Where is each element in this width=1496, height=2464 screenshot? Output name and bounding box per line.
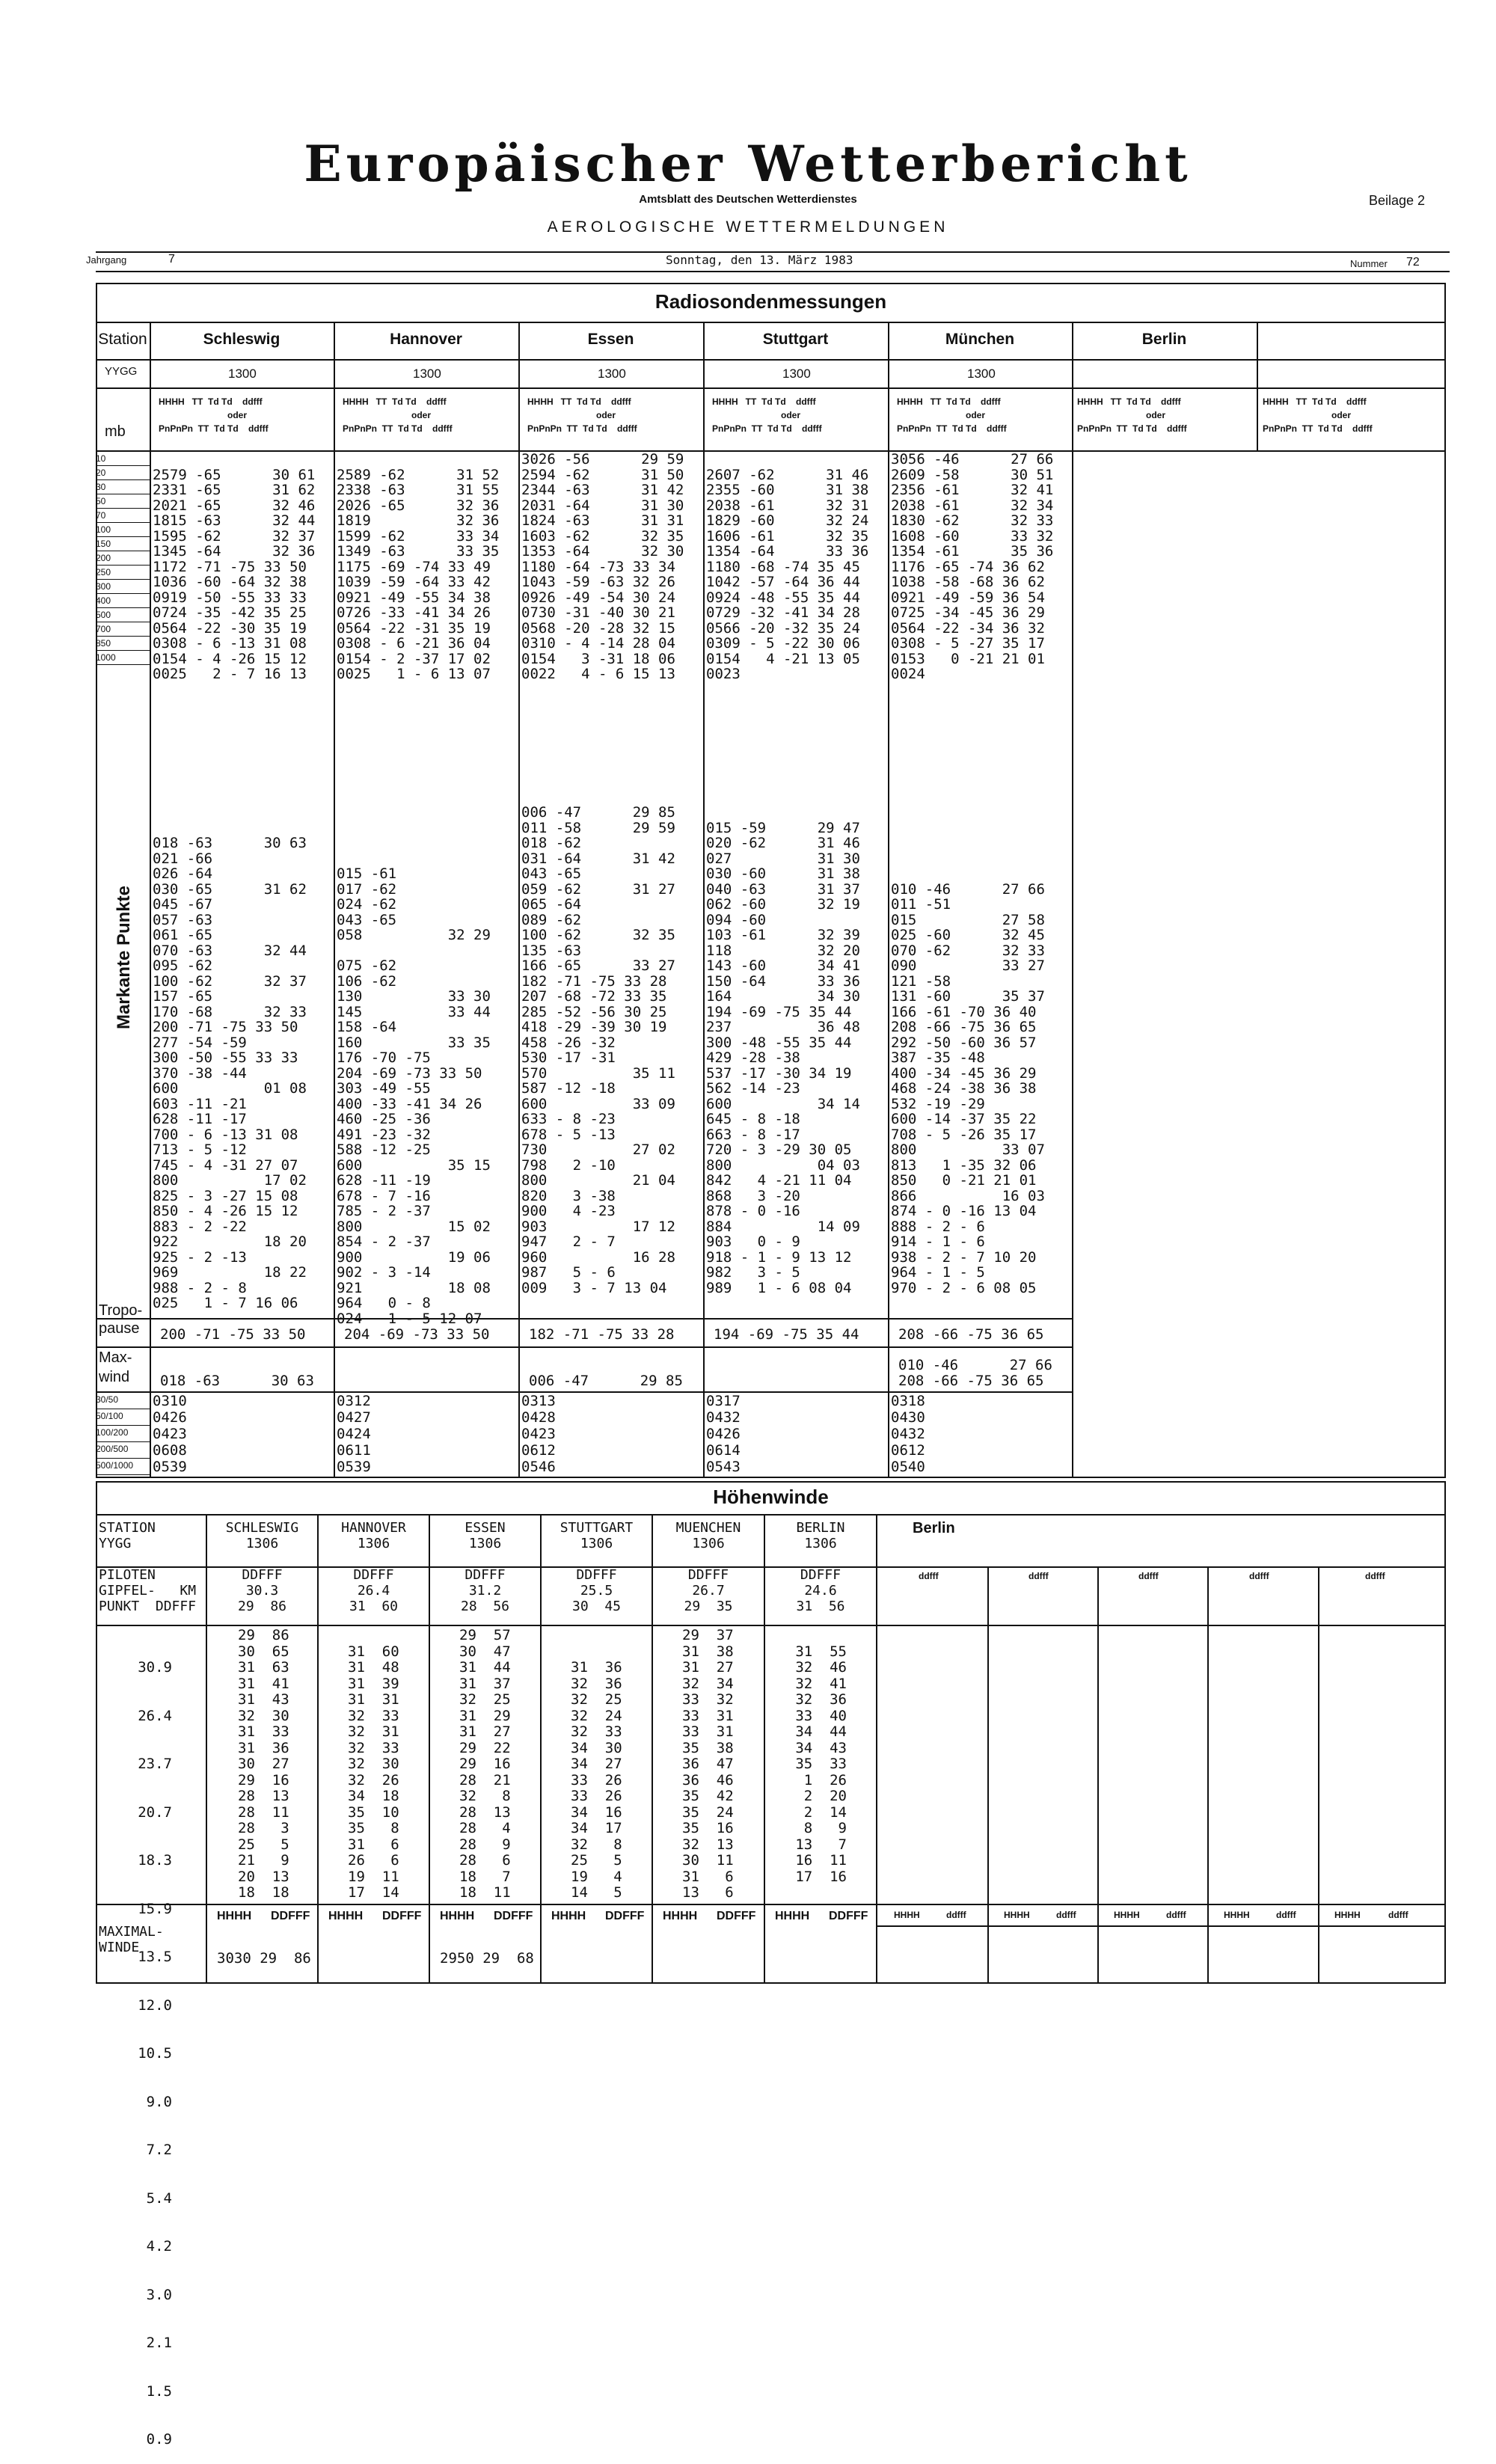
layer-labels xyxy=(96,1393,150,1475)
max-hhhh-head: HHHH xyxy=(217,1910,252,1922)
height-value: 5.4 xyxy=(146,2189,172,2207)
max-ddfff-head: ddfff xyxy=(1276,1910,1296,1920)
hw-ddfff-head: ddfff xyxy=(919,1571,939,1581)
maxwind-schleswig: 018 -63 30 63 xyxy=(160,1373,314,1389)
standard-muenchen: 3056 -46 27 66 2609 -58 30 51 2356 -61 32 41 2038 -61 32 34 1830 -62 32 33 1608 -60 33 32 1354 -61 35 36 1176 -65 -74 36 62 1038 -58 -68 36 62 0921 -49 -59 36 54 0725 -34 -45 36 29 0564 -22 -34 36 32 0308 - 5 -27 35 17 0153 0 -21 21 01 0024 xyxy=(891,451,1054,682)
height-value: 10.5 xyxy=(138,2045,172,2062)
hoehenwinde-left-labels: STATION YYGG PILOTEN GIPFEL- KM PUNKT DDFFF xyxy=(99,1520,197,1614)
station-berlin: Berlin xyxy=(1141,331,1187,348)
col-head-3: HHHH TT Td Td ddfff oder PnPnPn TT Td Td ddfff xyxy=(527,396,637,434)
layers-muenchen: 0318 0430 0432 0612 0540 xyxy=(891,1393,925,1475)
height-value: 13.5 xyxy=(138,1949,172,1965)
col-head-1: HHHH TT Td Td ddfff oder PnPnPn TT Td Td ddfff xyxy=(159,396,269,434)
max-hhhh-head: HHHH xyxy=(663,1910,698,1922)
max-hhhh-head: HHHH xyxy=(1004,1910,1030,1920)
page-title: Europäischer Wetterbericht xyxy=(304,135,1192,193)
height-value: 1.5 xyxy=(146,2382,172,2400)
max-hhhh-head: HHHH xyxy=(551,1910,586,1922)
level-label: 50 xyxy=(96,494,150,509)
hw-winds-essen: 29 57 30 47 31 44 31 37 32 25 31 29 31 27 29 22 29 16 28 21 32 8 28 13 28 4 28 9 28 6 18 7 18 11 xyxy=(459,1627,511,1901)
tropopause-label: Tropo- pause xyxy=(99,1302,143,1337)
hw-winds-schleswig: 29 86 30 65 31 63 31 41 31 43 32 30 31 33 31 36 30 27 29 16 28 13 28 11 28 3 25 5 21 9 20 13 18 18 xyxy=(238,1627,289,1901)
hw-ddfff-head: ddfff xyxy=(1249,1571,1269,1581)
jahrgang-value: 7 xyxy=(168,253,175,266)
max-hhhh-head: HHHH xyxy=(894,1910,920,1920)
max-ddfff-head: ddfff xyxy=(1056,1910,1076,1920)
layer-label: 100/200 xyxy=(96,1426,150,1442)
hw-head-essen: ESSEN 1306 DDFFF 31.2 28 56 xyxy=(460,1520,510,1614)
yygg-stuttgart: 1300 xyxy=(782,367,811,381)
mb-label: mb xyxy=(105,423,126,440)
hw-winds-stuttgart: 31 36 32 36 32 25 32 24 32 33 34 30 34 27 33 26 33 26 34 16 34 17 32 8 25 5 19 4 14 5 xyxy=(571,1659,622,1901)
standard-schleswig: 2579 -65 30 61 2331 -65 31 62 2021 -65 32 46 1815 -63 32 44 1595 -62 32 37 1345 -64 32 36 1172 -71 -75 33 50 1036 -60 -64 32 38 0919 -50 -55 33 33 0724 -35 -42 35 25 0564 -22 -30 35 19 0308 - 6 -13 31 08 0154 - 4 -26 15 12 0025 2 - 7 16 13 xyxy=(153,466,316,682)
station-hannover: Hannover xyxy=(390,331,462,348)
tropopause-essen: 182 -71 -75 33 28 xyxy=(529,1326,675,1343)
station-muenchen: München xyxy=(945,331,1015,348)
yygg-essen: 1300 xyxy=(598,367,626,381)
level-label: 100 xyxy=(96,523,150,537)
col-head-4: HHHH TT Td Td ddfff oder PnPnPn TT Td Td ddfff xyxy=(712,396,822,434)
hw-head-schleswig: SCHLESWIG 1306 DDFFF 30.3 29 86 xyxy=(225,1520,299,1614)
yygg-schleswig: 1300 xyxy=(228,367,257,381)
maxwind-muenchen: 010 -46 27 66 208 -66 -75 36 65 xyxy=(898,1357,1052,1389)
markante-schleswig: 018 -63 30 63 021 -66 026 -64 030 -65 31 62 045 -67 057 -63 061 -65 070 -63 32 44 095 -62 100 -62 32 37 157 -65 170 -68 32 33 200 -71 -75 33 50 277 -54 -59 300 -50 -55 33 33 370 -38 -44 600 01 08 603 -11 -21 628 -11 -17 700 - 6 -13 31 08 713 - 5 -12 745 - 4 -31 27 07 800 17 02 825 - 3 -27 15 08 850 - 4 -26 15 12 883 - 2 -22 922 18 20 925 - 2 -13 969 18 22 988 - 2 - 8 025 1 - 7 16 06 xyxy=(153,835,307,1311)
height-value: 4.2 xyxy=(146,2238,172,2255)
tropopause-stuttgart: 194 -69 -75 35 44 xyxy=(714,1326,859,1343)
max-ddfff-head: ddfff xyxy=(1388,1910,1408,1920)
level-label: 150 xyxy=(96,537,150,551)
height-value: 26.4 xyxy=(138,1707,172,1724)
standard-hannover: 2589 -62 31 52 2338 -63 31 55 2026 -65 32 36 1819 32 36 1599 -62 33 34 1349 -63 33 35 1175 -69 -74 33 49 1039 -59 -64 33 42 0921 -49 -55 34 38 0726 -33 -41 34 26 0564 -22 -31 35 19 0308 - 6 -21 36 04 0154 - 2 -37 17 02 0025 1 - 6 13 07 xyxy=(337,466,500,682)
station-stuttgart: Stuttgart xyxy=(762,331,829,348)
level-label: 20 xyxy=(96,466,150,480)
height-value: 3.0 xyxy=(146,2286,172,2303)
height-value: 15.9 xyxy=(138,1900,172,1917)
height-value: 30.9 xyxy=(138,1659,172,1676)
layers-schleswig: 0310 0426 0423 0608 0539 xyxy=(153,1393,187,1475)
hw-heights xyxy=(105,1628,172,2464)
height-value: 12.0 xyxy=(138,1996,172,2014)
height-value: 2.1 xyxy=(146,2335,172,2351)
level-label: 500 xyxy=(96,608,150,622)
tropopause-hannover: 204 -69 -73 33 50 xyxy=(344,1326,490,1343)
maxwind-label: Max- wind xyxy=(99,1349,132,1385)
hw-ddfff-head: ddfff xyxy=(1365,1571,1385,1581)
markante-essen: 006 -47 29 85 011 -58 29 59 018 -62 031 -64 31 42 043 -65 059 -62 31 27 065 -64 089 -62 100 -62 32 35 135 -63 166 -65 33 27 182 -71 -75 33 28 207 -68 -72 33 35 285 -52 -56 30 25 418 -29 -39 30 19 458 -26 -32 530 -17 -31 570 35 11 587 -12 -18 600 33 09 633 - 8 -23 678 - 5 -13 730 27 02 798 2 -10 800 21 04 820 3 -38 900 4 -23 903 17 12 947 2 - 7 960 16 28 987 5 - 6 009 3 - 7 13 04 xyxy=(521,804,675,1296)
level-label: 850 xyxy=(96,637,150,651)
hw-head-stuttgart: STUTTGART 1306 DDFFF 25.5 30 45 xyxy=(560,1520,634,1614)
layers-essen: 0313 0428 0423 0612 0546 xyxy=(521,1393,556,1475)
level-label: 200 xyxy=(96,551,150,566)
yygg-muenchen: 1300 xyxy=(967,367,996,381)
hw-berlin-label: Berlin xyxy=(913,1520,955,1536)
max-hhhh-head: HHHH xyxy=(1114,1910,1140,1920)
col-head-2: HHHH TT Td Td ddfff oder PnPnPn TT Td Td ddfff xyxy=(343,396,453,434)
hw-ddfff-head: ddfff xyxy=(1028,1571,1049,1581)
max-ddfff-head: DDFFF xyxy=(605,1910,645,1922)
layer-label: 200/500 xyxy=(96,1442,150,1459)
markante-muenchen: 010 -46 27 66 011 -51 015 27 58 025 -60 32 45 070 -62 32 33 090 33 27 121 -58 131 -60 35 37 166 -61 -70 36 40 208 -66 -75 36 65 292 -50 -60 36 57 387 -35 -48 400 -34 -45 36 29 468 -24 -38 36 38 532 -19 -29 600 -14 -37 35 22 708 - 5 -26 35 17 800 33 07 813 1 -35 32 06 850 0 -21 21 01 866 16 03 874 - 0 -16 13 04 888 - 2 - 6 914 - 1 - 6 938 - 2 - 7 10 20 964 - 1 - 5 970 - 2 - 6 08 05 xyxy=(891,880,1045,1296)
max-hhhh-head: HHHH xyxy=(1224,1910,1250,1920)
hw-head-muenchen: MUENCHEN 1306 DDFFF 26.7 29 35 xyxy=(675,1520,741,1614)
nummer-label: Nummer xyxy=(1350,258,1388,269)
max-hhhh-head: HHHH xyxy=(328,1910,364,1922)
station-label: Station xyxy=(98,331,147,348)
col-head-5: HHHH TT Td Td ddfff oder PnPnPn TT Td Td ddfff xyxy=(897,396,1007,434)
standard-stuttgart: 2607 -62 31 46 2355 -60 31 38 2038 -61 32 31 1829 -60 32 24 1606 -61 32 35 1354 -64 33 36 1180 -68 -74 35 45 1042 -57 -64 36 44 0924 -48 -55 35 44 0729 -32 -41 34 28 0566 -20 -32 35 24 0309 - 5 -22 30 06 0154 4 -21 13 05 0023 xyxy=(706,466,869,682)
max-ddfff-head: DDFFF xyxy=(382,1910,422,1922)
maxwind-essen: 006 -47 29 85 xyxy=(529,1373,683,1389)
height-value: 18.3 xyxy=(138,1852,172,1869)
yygg-hannover: 1300 xyxy=(413,367,441,381)
issue-date: Sonntag, den 13. März 1983 xyxy=(666,253,853,267)
level-label: 400 xyxy=(96,594,150,608)
subtitle: Amtsblatt des Deutschen Wetterdienstes xyxy=(639,193,857,206)
level-label: 30 xyxy=(96,480,150,494)
level-label: 250 xyxy=(96,566,150,580)
max-ddfff-head: DDFFF xyxy=(717,1910,756,1922)
height-value: 7.2 xyxy=(146,2142,172,2158)
max-wind-schleswig: 3030 29 86 xyxy=(217,1950,311,1967)
max-ddfff-head: DDFFF xyxy=(494,1910,533,1922)
nummer-value: 72 xyxy=(1406,256,1420,269)
max-hhhh-head: HHHH xyxy=(775,1910,810,1922)
level-label: 70 xyxy=(96,509,150,523)
hw-winds-berlin: 31 55 32 46 32 41 32 36 33 40 34 44 34 43 35 33 1 26 2 20 2 14 8 9 13 7 16 11 17 16 xyxy=(795,1643,847,1885)
height-value: 0.9 xyxy=(146,2431,172,2448)
radiosonde-title: Radiosondenmessungen xyxy=(654,290,887,313)
max-ddfff-head: ddfff xyxy=(946,1910,966,1920)
hw-ddfff-head: ddfff xyxy=(1138,1571,1159,1581)
tropopause-schleswig: 200 -71 -75 33 50 xyxy=(160,1326,306,1343)
hw-head-berlin: BERLIN 1306 DDFFF 24.6 31 56 xyxy=(796,1520,845,1614)
jahrgang-label: Jahrgang xyxy=(86,254,127,266)
max-ddfff-head: ddfff xyxy=(1166,1910,1186,1920)
layer-label: 500/1000 xyxy=(96,1459,150,1475)
max-ddfff-head: DDFFF xyxy=(271,1910,310,1922)
station-schleswig: Schleswig xyxy=(203,331,280,348)
max-wind-essen: 2950 29 68 xyxy=(440,1950,534,1967)
level-labels xyxy=(96,452,150,665)
hoehenwinde-title: Höhenwinde xyxy=(713,1486,829,1508)
level-label: 700 xyxy=(96,622,150,637)
height-value: 20.7 xyxy=(138,1803,172,1821)
hw-head-hannover: HANNOVER 1306 DDFFF 26.4 31 60 xyxy=(341,1520,406,1614)
level-label: 10 xyxy=(96,452,150,466)
layer-label: 50/100 xyxy=(96,1409,150,1426)
max-ddfff-head: DDFFF xyxy=(829,1910,868,1922)
beilage-label: Beilage 2 xyxy=(1369,193,1426,208)
col-head-7: HHHH TT Td Td ddfff oder PnPnPn TT Td Td ddfff xyxy=(1263,396,1373,434)
max-hhhh-head: HHHH xyxy=(1334,1910,1361,1920)
level-label: 1000 xyxy=(96,651,150,665)
standard-essen: 3026 -56 29 59 2594 -62 31 50 2344 -63 31 42 2031 -64 31 30 1824 -63 31 31 1603 -62 32 35 1353 -64 32 30 1180 -64 -73 33 34 1043 -59 -63 32 26 0926 -49 -54 30 24 0730 -31 -40 30 21 0568 -20 -28 32 15 0310 - 4 -14 28 04 0154 3 -31 18 06 0022 4 - 6 15 13 xyxy=(521,451,684,682)
layers-hannover: 0312 0427 0424 0611 0539 xyxy=(337,1393,371,1475)
hw-winds-muenchen: 29 37 31 38 31 27 32 34 33 32 33 31 33 31 35 38 36 47 36 46 35 42 35 24 35 16 32 13 30 11 31 6 13 6 xyxy=(682,1627,734,1901)
layer-label: 30/50 xyxy=(96,1393,150,1409)
station-essen: Essen xyxy=(587,331,634,348)
height-value: 23.7 xyxy=(138,1756,172,1772)
tropopause-muenchen: 208 -66 -75 36 65 xyxy=(898,1326,1044,1343)
col-head-6: HHHH TT Td Td ddfff oder PnPnPn TT Td Td ddfff xyxy=(1077,396,1187,434)
height-value: 9.0 xyxy=(146,2093,172,2110)
markante-stuttgart: 015 -59 29 47 020 -62 31 46 027 31 30 030 -60 31 38 040 -63 31 37 062 -60 32 19 094 -60 103 -61 32 39 118 32 20 143 -60 34 41 150 -64 33 36 164 34 30 194 -69 -75 35 44 237 36 48 300 -48 -55 35 44 429 -28 -38 537 -17 -30 34 19 562 -14 -23 600 34 14 645 - 8 -18 663 - 8 -17 720 - 3 -29 30 05 800 04 03 842 4 -21 11 04 868 3 -20 878 - 0 -16 884 14 09 903 0 - 9 918 - 1 - 9 13 12 982 3 - 5 989 1 - 6 08 04 xyxy=(706,819,860,1296)
yygg-label: YYGG xyxy=(105,365,138,378)
hw-winds-hannover: 31 60 31 48 31 39 31 31 32 33 32 31 32 33 32 30 32 26 34 18 35 10 35 8 31 6 26 6 19 11 17 14 xyxy=(348,1643,399,1901)
max-hhhh-head: HHHH xyxy=(440,1910,475,1922)
section-heading: AEROLOGISCHE WETTERMELDUNGEN xyxy=(547,218,949,236)
maximal-winde-label: MAXIMAL- WINDE xyxy=(99,1924,164,1955)
markante-hannover: 015 -61 017 -62 024 -62 043 -65 058 32 29 075 -62 106 -62 130 33 30 145 33 44 158 -64 160 33 35 176 -70 -75 204 -69 -73 33 50 303 -49 -55 400 -33 -41 34 26 460 -25 -36 491 -23 -32 588 -12 -25 600 35 15 628 -11 -19 678 - 7 -16 785 - 2 -37 800 15 02 854 - 2 -37 900 19 06 902 - 3 -14 921 18 08 964 0 - 8 024 1 - 5 12 07 xyxy=(337,865,491,1327)
layers-stuttgart: 0317 0432 0426 0614 0543 xyxy=(706,1393,741,1475)
level-label: 300 xyxy=(96,580,150,594)
